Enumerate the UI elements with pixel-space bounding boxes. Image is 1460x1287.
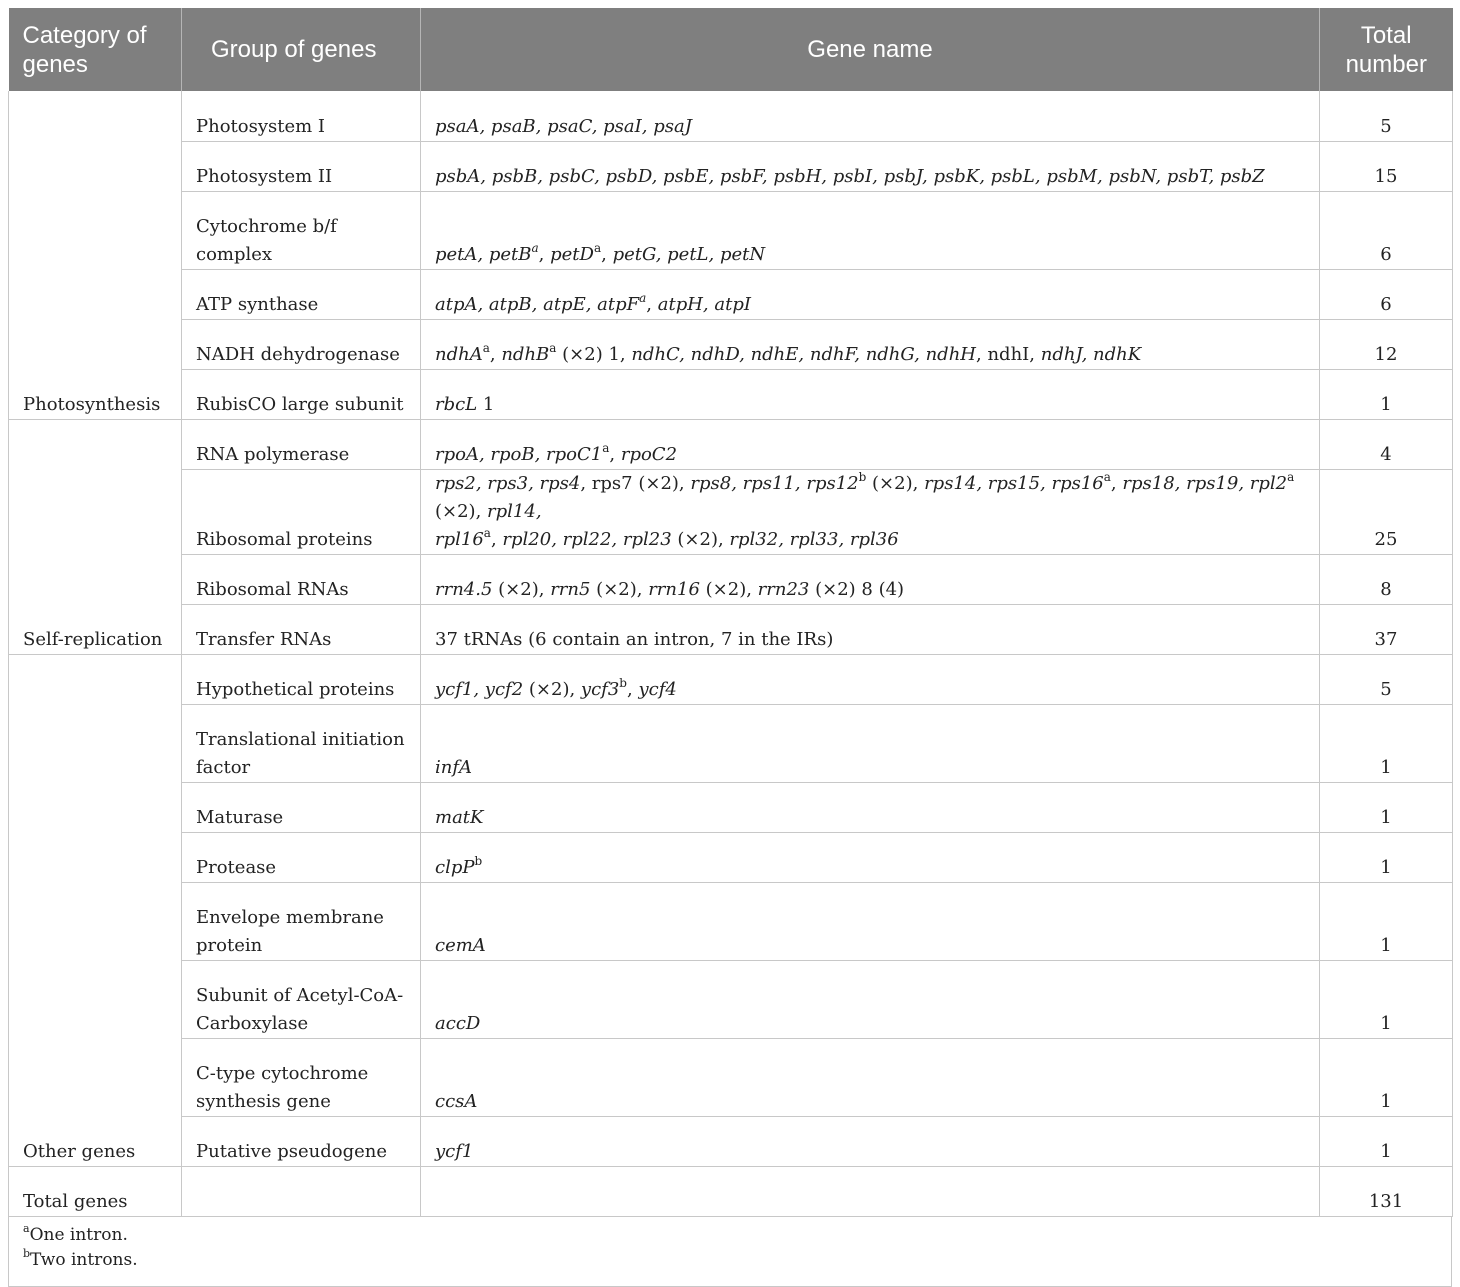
gene-cell: rbcL 1 [421,369,1320,419]
group-cell: RubisCO large subunit [182,369,421,419]
total-cell: 1 [1320,960,1453,1038]
gene-cell: clpP$^b$ [421,832,1320,882]
gene-cell: infA [421,704,1320,782]
category-cell: Other genes [9,654,182,1166]
gene-cell: ndhA$^a$, ndhB$^a$ (×2) 1, ndhC, ndhD, ndhE, ndhF, ndhG, ndhH, ndhI, ndhJ, ndhK [421,319,1320,369]
category-cell: Photosynthesis [9,91,182,419]
gene-cell: cemA [421,882,1320,960]
table-row [9,469,1453,554]
total-cell: 6 [1320,269,1453,319]
group-cell: Cytochrome b/f complex [182,191,421,269]
group-cell: Ribosomal RNAs [182,554,421,604]
table-row [9,1038,1453,1116]
header-row [9,8,1453,91]
table-row [9,1116,1453,1166]
total-cell: 1 [1320,782,1453,832]
table-row [9,604,1453,654]
total-row [9,1166,1453,1216]
gene-cell: 37 tRNAs (6 contain an intron, 7 in the IRs) [421,604,1320,654]
group-cell: Hypothetical proteins [182,654,421,704]
group-cell: Envelope membrane protein [182,882,421,960]
gene-cell: ycf1 [421,1116,1320,1166]
total-cell: 25 [1320,469,1453,554]
total-cell: 37 [1320,604,1453,654]
group-cell: ATP synthase [182,269,421,319]
footnote: $^a$One intron. [23,1221,128,1245]
total-cell: 4 [1320,419,1453,469]
gene-cell: matK [421,782,1320,832]
table-row [9,269,1453,319]
table-row [9,369,1453,419]
total-cell: 1 [1320,1116,1453,1166]
gene-table [8,8,1453,1217]
gene-cell: petA, petB$^a$, petD$^a$, petG, petL, petN [421,191,1320,269]
total-cell: 1 [1320,704,1453,782]
table-row [9,319,1453,369]
total-cell: 6 [1320,191,1453,269]
category-cell: Self-replication [9,419,182,654]
gene-cell: rps2, rps3, rps4, rps7 (×2), rps8, rps11, rps12$^b$ (×2), rps14, rps15, rps16$^a$, rps18, rps19, rpl2$^a$ (×2), rpl14, rpl16$^a$, rpl20, rpl22, rpl23 (×2), rpl32, rpl33, rpl36 [421,469,1320,554]
table-row [9,554,1453,604]
category-cell: Total genes [9,1166,182,1216]
table-row [9,91,1453,141]
gene-cell: ccsA [421,1038,1320,1116]
group-cell: Protease [182,832,421,882]
gene-cell: ycf1, ycf2 (×2), ycf3$^b$, ycf4 [421,654,1320,704]
group-cell [182,1166,421,1216]
header-group: Group of genes [182,8,421,91]
table-row [9,960,1453,1038]
table-row [9,704,1453,782]
group-cell: Subunit of Acetyl-CoA-Carboxylase [182,960,421,1038]
total-cell: 131 [1320,1166,1453,1216]
table-row [9,832,1453,882]
gene-cell: rpoA, rpoB, rpoC1$^a$, rpoC2 [421,419,1320,469]
table-row [9,419,1453,469]
total-cell: 1 [1320,369,1453,419]
footnote: $^b$Two introns. [23,1246,138,1270]
group-cell: Photosystem I [182,91,421,141]
total-cell: 8 [1320,554,1453,604]
gene-cell: psbA, psbB, psbC, psbD, psbE, psbF, psbH, psbI, psbJ, psbK, psbL, psbM, psbN, psbT, psbZ [421,141,1320,191]
total-cell: 1 [1320,832,1453,882]
gene-cell: psaA, psaB, psaC, psaI, psaJ [421,91,1320,141]
group-cell: Putative pseudogene [182,1116,421,1166]
total-cell: 12 [1320,319,1453,369]
table-row [9,191,1453,269]
gene-table-container [8,8,1452,1287]
table-row [9,782,1453,832]
total-cell: 1 [1320,882,1453,960]
group-cell: Maturase [182,782,421,832]
total-cell: 5 [1320,654,1453,704]
group-cell: Photosystem II [182,141,421,191]
header-category: Category of genes [9,8,182,91]
table-row [9,141,1453,191]
group-cell: RNA polymerase [182,419,421,469]
gene-cell: rrn4.5 (×2), rrn5 (×2), rrn16 (×2), rrn23 (×2) 8 (4) [421,554,1320,604]
table-row [9,654,1453,704]
total-cell: 1 [1320,1038,1453,1116]
header-gene-name: Gene name [421,8,1320,91]
footnotes [8,1217,1452,1287]
gene-cell: atpA, atpB, atpE, atpF$^a$, atpH, atpI [421,269,1320,319]
group-cell: Ribosomal proteins [182,469,421,554]
header-total: Total number [1320,8,1453,91]
table-row [9,882,1453,960]
group-cell: C-type cytochrome synthesis gene [182,1038,421,1116]
gene-cell: accD [421,960,1320,1038]
total-cell: 5 [1320,91,1453,141]
group-cell: Translational initiation factor [182,704,421,782]
gene-cell [421,1166,1320,1216]
group-cell: NADH dehydrogenase [182,319,421,369]
total-cell: 15 [1320,141,1453,191]
group-cell: Transfer RNAs [182,604,421,654]
